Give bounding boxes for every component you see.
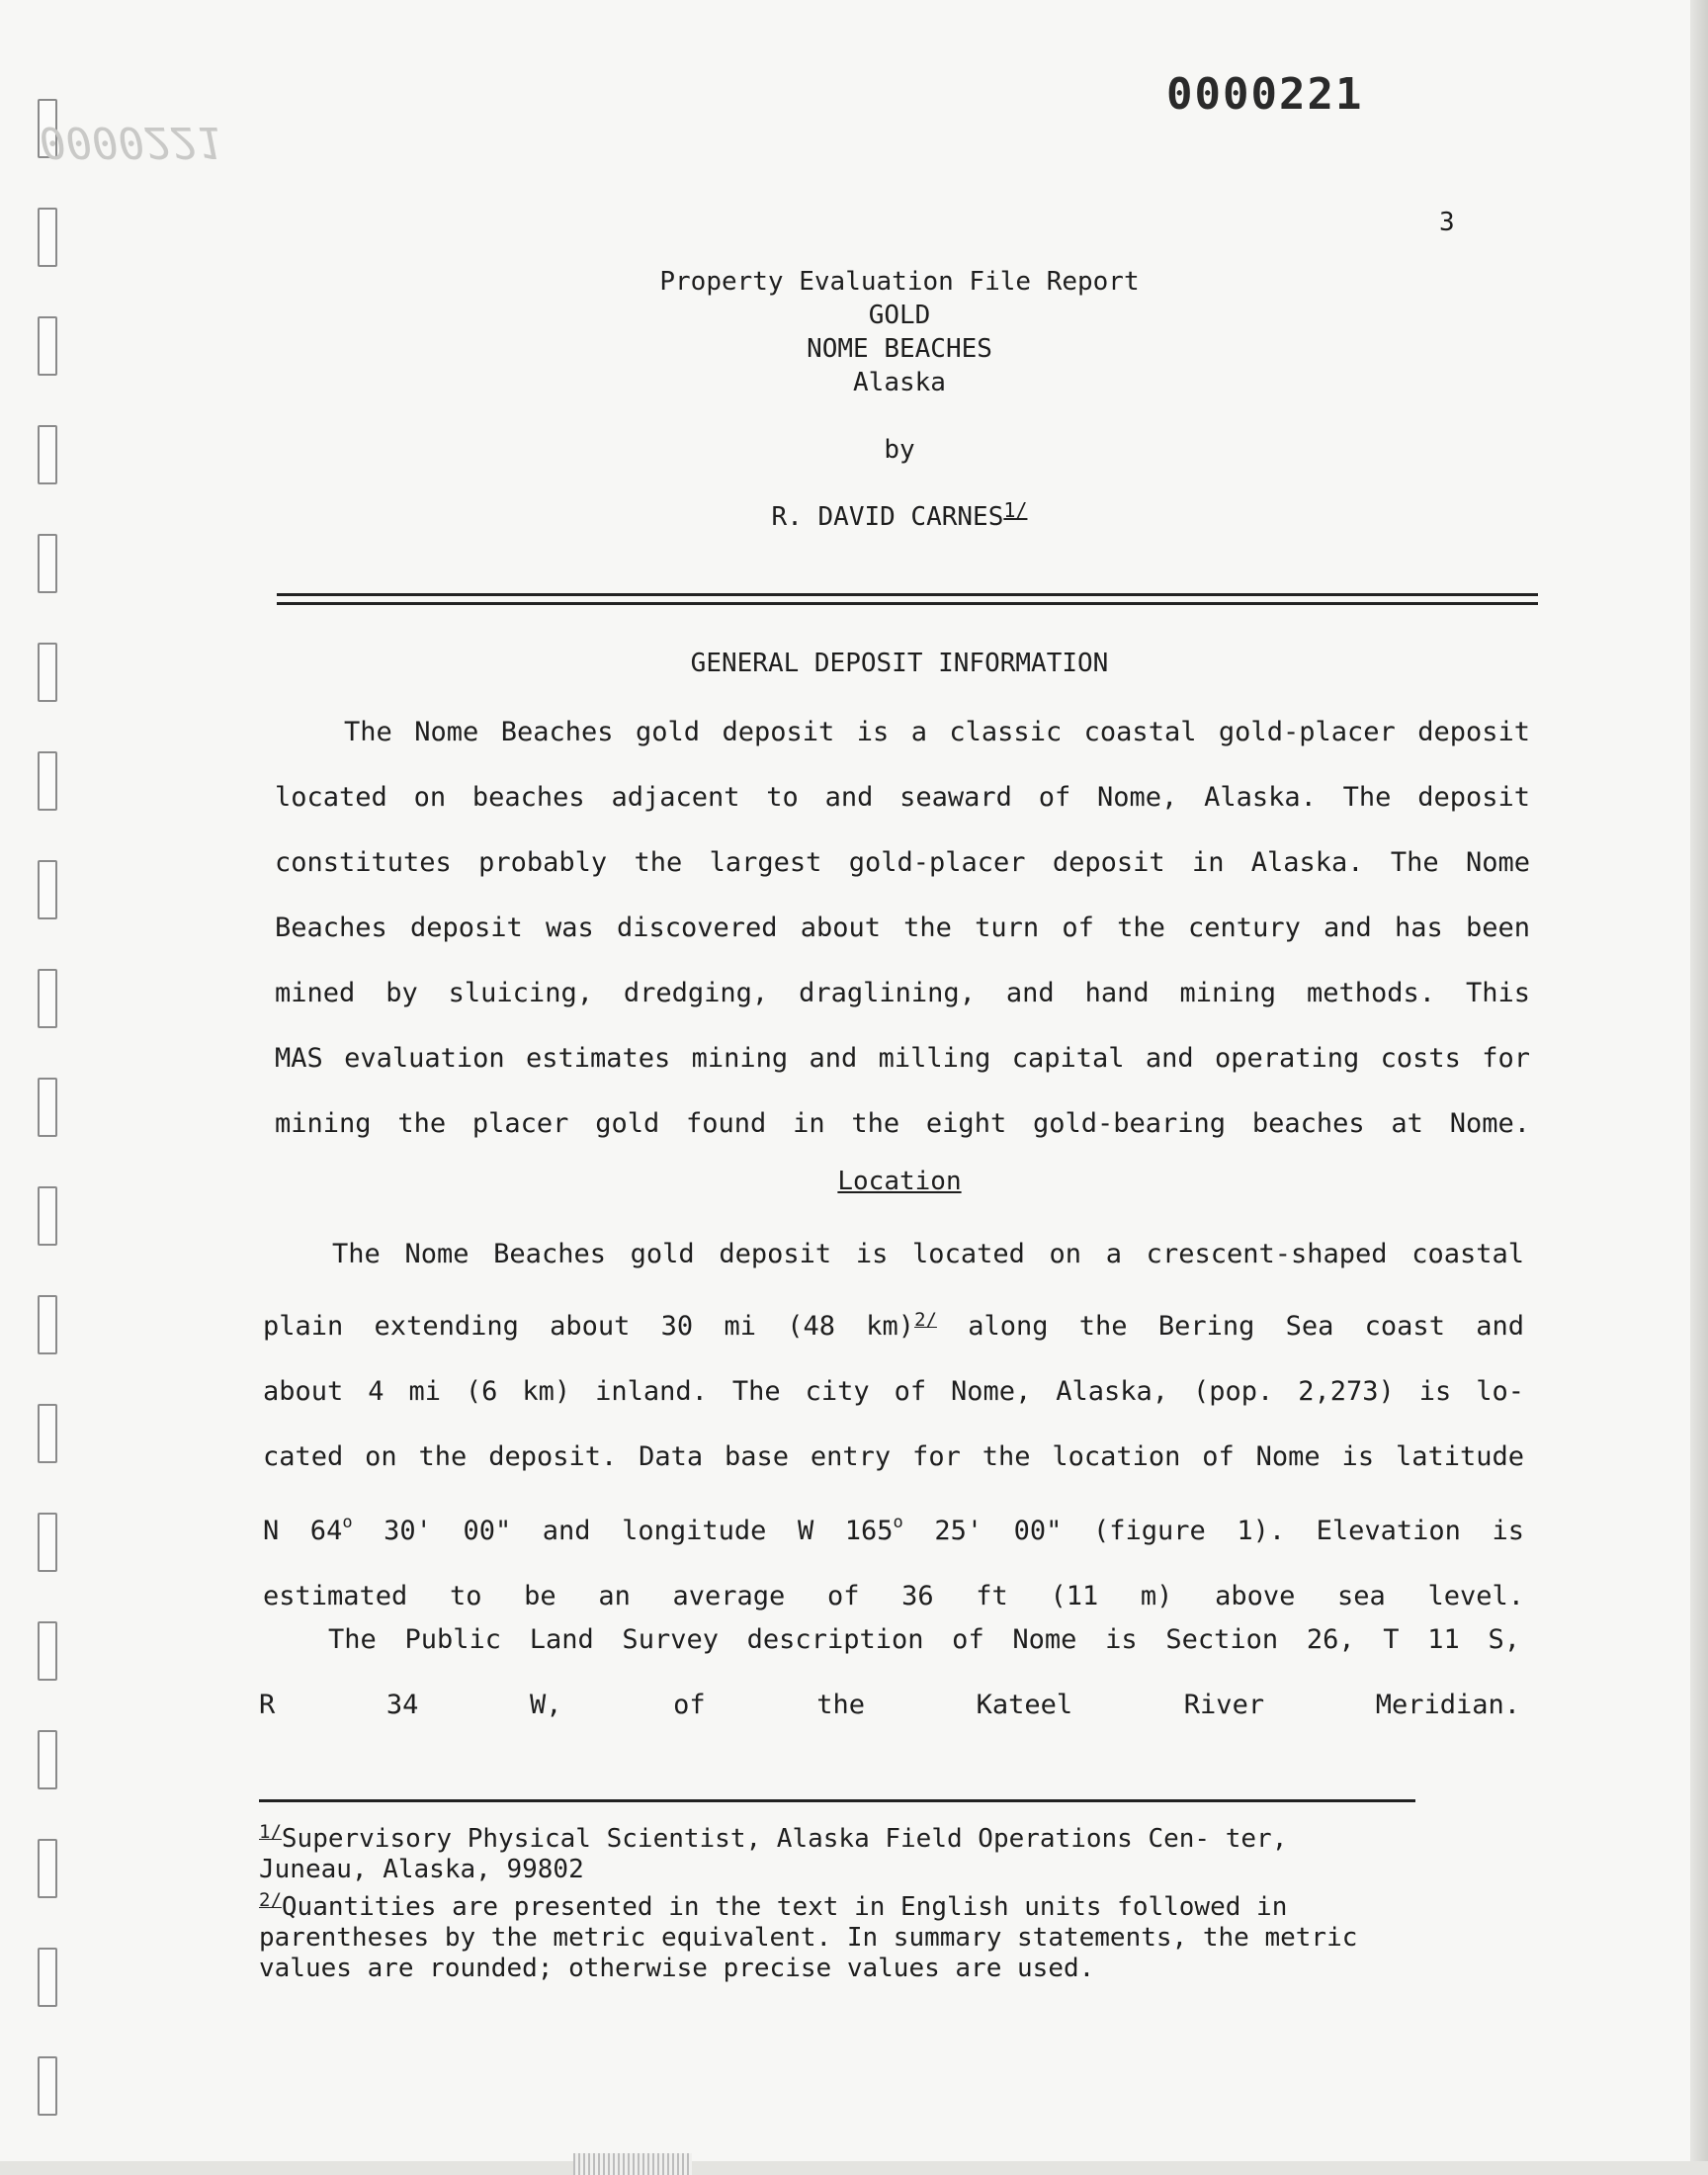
- binder-hole: [38, 1078, 57, 1137]
- footnote-2-cont: parentheses by the metric equivalent. In summary statements, the metric: [259, 1923, 1358, 1953]
- binder-hole: [38, 1948, 57, 2007]
- text-segment: 25' 00" (figure 1). Elevation is: [902, 1516, 1524, 1546]
- text-line: The Nome Beaches gold deposit is a classic coastal gold-placer deposit: [344, 717, 1530, 747]
- text-line: The Public Land Survey description of Nome is Section 26, T 11 S,: [328, 1624, 1520, 1655]
- footnotes: [259, 1817, 1463, 1984]
- binder-hole: [38, 2056, 57, 2116]
- location-heading: [554, 1167, 1245, 1196]
- binder-hole: [38, 1404, 57, 1463]
- text-segment: along the Bering Sea coast and: [936, 1311, 1524, 1342]
- binder-hole: [38, 1621, 57, 1681]
- footnote-ref: 1/: [1003, 498, 1028, 522]
- page-number: 3: [1439, 208, 1455, 237]
- footnote-1-cont: Juneau, Alaska, 99802: [259, 1855, 584, 1884]
- text-line: estimated to be an average of 36 ft (11 m) above sea level.: [263, 1581, 1524, 1611]
- text-line: [263, 1490, 1524, 1564]
- text-segment: N 64: [263, 1516, 343, 1546]
- paragraph-land-survey: [259, 1608, 1520, 1738]
- binder-hole: [38, 208, 57, 267]
- paragraph-general-info: [275, 700, 1530, 1157]
- stamp-number: 0000221: [1166, 69, 1364, 120]
- binder-hole: [38, 1186, 57, 1246]
- text-line: MAS evaluation estimates mining and milling capital and operating costs for: [275, 1043, 1530, 1074]
- binder-hole: [38, 643, 57, 702]
- binder-hole: [38, 1295, 57, 1354]
- text-line: mined by sluicing, dredging, draglining, and hand mining methods. This: [275, 978, 1530, 1008]
- text-line: R 34 W, of the Kateel River Meridian.: [259, 1690, 1520, 1720]
- paragraph-location: [263, 1222, 1524, 1629]
- footnote-text: Quantities are presented in the text in English units followed in: [281, 1892, 1288, 1922]
- title-line: Property Evaluation File Report: [659, 267, 1140, 297]
- footnote-marker: 1/: [259, 1821, 282, 1843]
- text-line: mining the placer gold found in the eight gold-bearing beaches at Nome.: [275, 1108, 1530, 1139]
- footnote-2-cont: values are rounded; otherwise precise values are used.: [259, 1954, 1095, 1983]
- text-segment: 30' 00" and longitude W 165: [352, 1516, 894, 1546]
- binder-hole: [38, 534, 57, 593]
- text-line: The Nome Beaches gold deposit is located on a crescent-shaped coastal: [332, 1239, 1524, 1269]
- binder-hole: [38, 860, 57, 919]
- report-title: [554, 265, 1245, 399]
- text-line: constitutes probably the largest gold-placer deposit in Alaska. The Nome: [275, 847, 1530, 878]
- binder-hole: [38, 316, 57, 376]
- text-line: cated on the deposit. Data base entry for the location of Nome is latitude: [263, 1441, 1524, 1472]
- scan-artifact: [573, 2153, 692, 2175]
- text-line: Beaches deposit was discovered about the turn of the century and has been: [275, 913, 1530, 943]
- page-bottom-edge: [0, 2161, 1708, 2175]
- by-line: by: [884, 435, 915, 465]
- text-line: about 4 mi (6 km) inland. The city of Nome, Alaska, (pop. 2,273) is lo-: [263, 1376, 1524, 1407]
- binder-hole: [38, 969, 57, 1028]
- double-rule-divider: [277, 593, 1538, 605]
- footnote-text: Supervisory Physical Scientist, Alaska Field Operations Cen- ter,: [281, 1824, 1288, 1854]
- degree-mark: o: [893, 1513, 903, 1532]
- binder-hole: [38, 1839, 57, 1898]
- footnote-marker: 2/: [259, 1889, 282, 1911]
- footnote-ref: 2/: [914, 1309, 937, 1331]
- binder-hole: [38, 1513, 57, 1572]
- footnote-divider: [259, 1799, 1415, 1802]
- text-line: located on beaches adjacent to and seaward of Nome, Alaska. The deposit: [275, 782, 1530, 813]
- title-line: Alaska: [853, 368, 946, 397]
- degree-mark: o: [342, 1513, 353, 1532]
- title-line: NOME BEACHES: [807, 334, 992, 364]
- footnote-2: [259, 1885, 1463, 1923]
- title-line: GOLD: [868, 301, 931, 330]
- page-edge-shadow: [1690, 0, 1708, 2175]
- binder-hole: [38, 751, 57, 811]
- text-line: [263, 1287, 1524, 1359]
- section-heading: GENERAL DEPOSIT INFORMATION: [690, 649, 1109, 678]
- text-segment: plain extending about 30 mi (48 km): [263, 1311, 915, 1342]
- binder-hole: [38, 425, 57, 484]
- author-name: R. DAVID CARNES: [771, 502, 1004, 532]
- footnote-1: [259, 1817, 1463, 1855]
- location-heading-text: Location: [837, 1167, 962, 1196]
- author: [554, 498, 1245, 532]
- binder-hole: [38, 1730, 57, 1789]
- faint-stamp-number: 0000221: [40, 117, 223, 167]
